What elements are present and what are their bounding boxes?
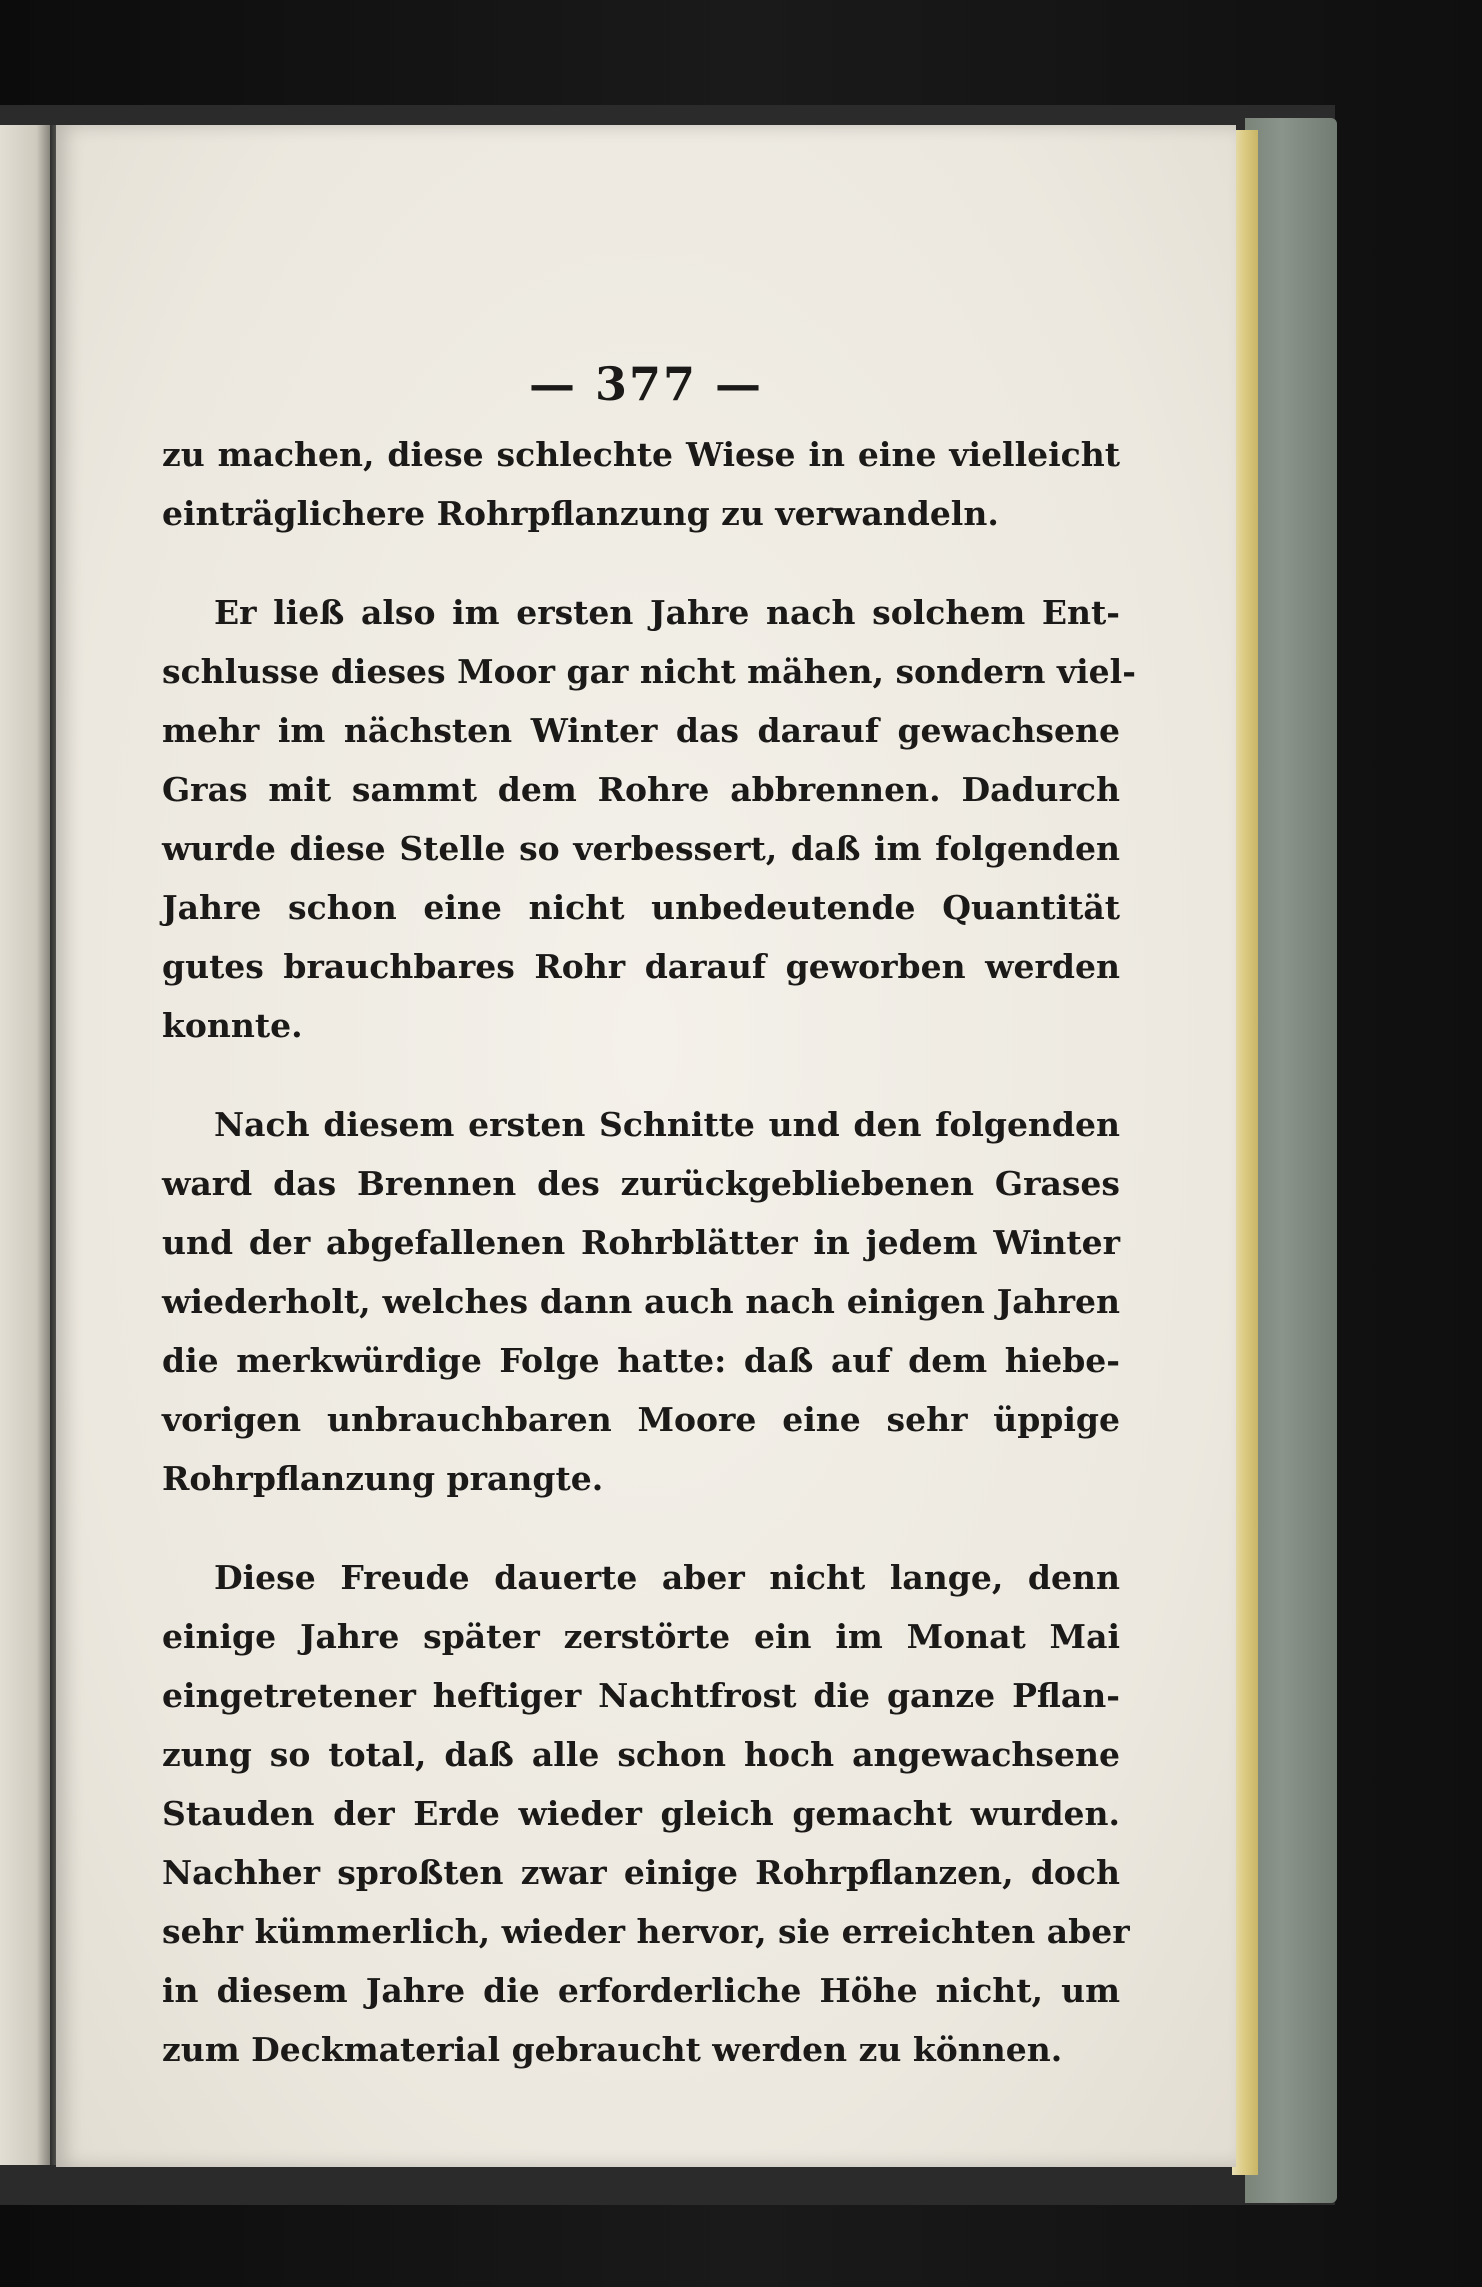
- page-body: [162, 425, 1136, 2079]
- text-line: in diesem Jahre die erforderliche Höhe nicht, um: [162, 1971, 1120, 2010]
- text-line: Er ließ also im ersten Jahre nach solchem Ent-: [214, 593, 1120, 632]
- text-line: zung so total, daß alle schon hoch angewachsene: [162, 1735, 1120, 1774]
- left-page-edge: [0, 125, 52, 2165]
- paragraph: [162, 583, 1136, 1055]
- text-line: zu machen, diese schlechte Wiese in eine vielleicht: [162, 435, 1120, 474]
- text-line: wurde diese Stelle so verbessert, daß im folgenden: [162, 829, 1120, 868]
- text-line: Jahre schon eine nicht unbedeutende Quantität: [162, 888, 1120, 927]
- text-line: einige Jahre später zerstörte ein im Monat Mai: [162, 1617, 1120, 1656]
- text-line: zum Deckmaterial gebraucht werden zu können.: [162, 2030, 1063, 2069]
- text-line: gutes brauchbares Rohr darauf geworben werden: [162, 947, 1120, 986]
- text-line: Rohrpflanzung prangte.: [162, 1459, 604, 1498]
- text-line: sehr kümmerlich, wieder hervor, sie erreichten aber: [162, 1912, 1130, 1951]
- book-board-edge: [1245, 118, 1337, 2203]
- text-line: Stauden der Erde wieder gleich gemacht wurden.: [162, 1794, 1120, 1833]
- text-line: wiederholt, welches dann auch nach einigen Jahren: [162, 1282, 1120, 1321]
- text-line: und der abgefallenen Rohrblätter in jedem Winter: [162, 1223, 1120, 1262]
- text-line: die merkwürdige Folge hatte: daß auf dem hiebe-: [162, 1341, 1120, 1380]
- text-line: eingetretener heftiger Nachtfrost die ganze Pflan-: [162, 1676, 1120, 1715]
- text-line: einträglichere Rohrpflanzung zu verwandeln.: [162, 494, 999, 533]
- book-page: [56, 125, 1236, 2167]
- paragraph: [162, 425, 1120, 543]
- text-line: konnte.: [162, 1006, 303, 1045]
- text-line: mehr im nächsten Winter das darauf gewachsene: [162, 711, 1120, 750]
- text-line: schlusse dieses Moor gar nicht mähen, sondern viel-: [162, 652, 1136, 691]
- text-line: Diese Freude dauerte aber nicht lange, denn: [214, 1558, 1120, 1597]
- text-line: Gras mit sammt dem Rohre abbrennen. Dadurch: [162, 770, 1120, 809]
- text-line: Nach diesem ersten Schnitte und den folgenden: [214, 1105, 1120, 1144]
- page-number: — 377 —: [528, 357, 764, 411]
- text-line: ward das Brennen des zurückgebliebenen Grases: [162, 1164, 1120, 1203]
- text-line: vorigen unbrauchbaren Moore eine sehr üppige: [162, 1400, 1120, 1439]
- paragraph: [162, 1548, 1130, 2079]
- paragraph: [162, 1095, 1120, 1508]
- text-line: Nachher sproßten zwar einige Rohrpflanzen, doch: [162, 1853, 1120, 1892]
